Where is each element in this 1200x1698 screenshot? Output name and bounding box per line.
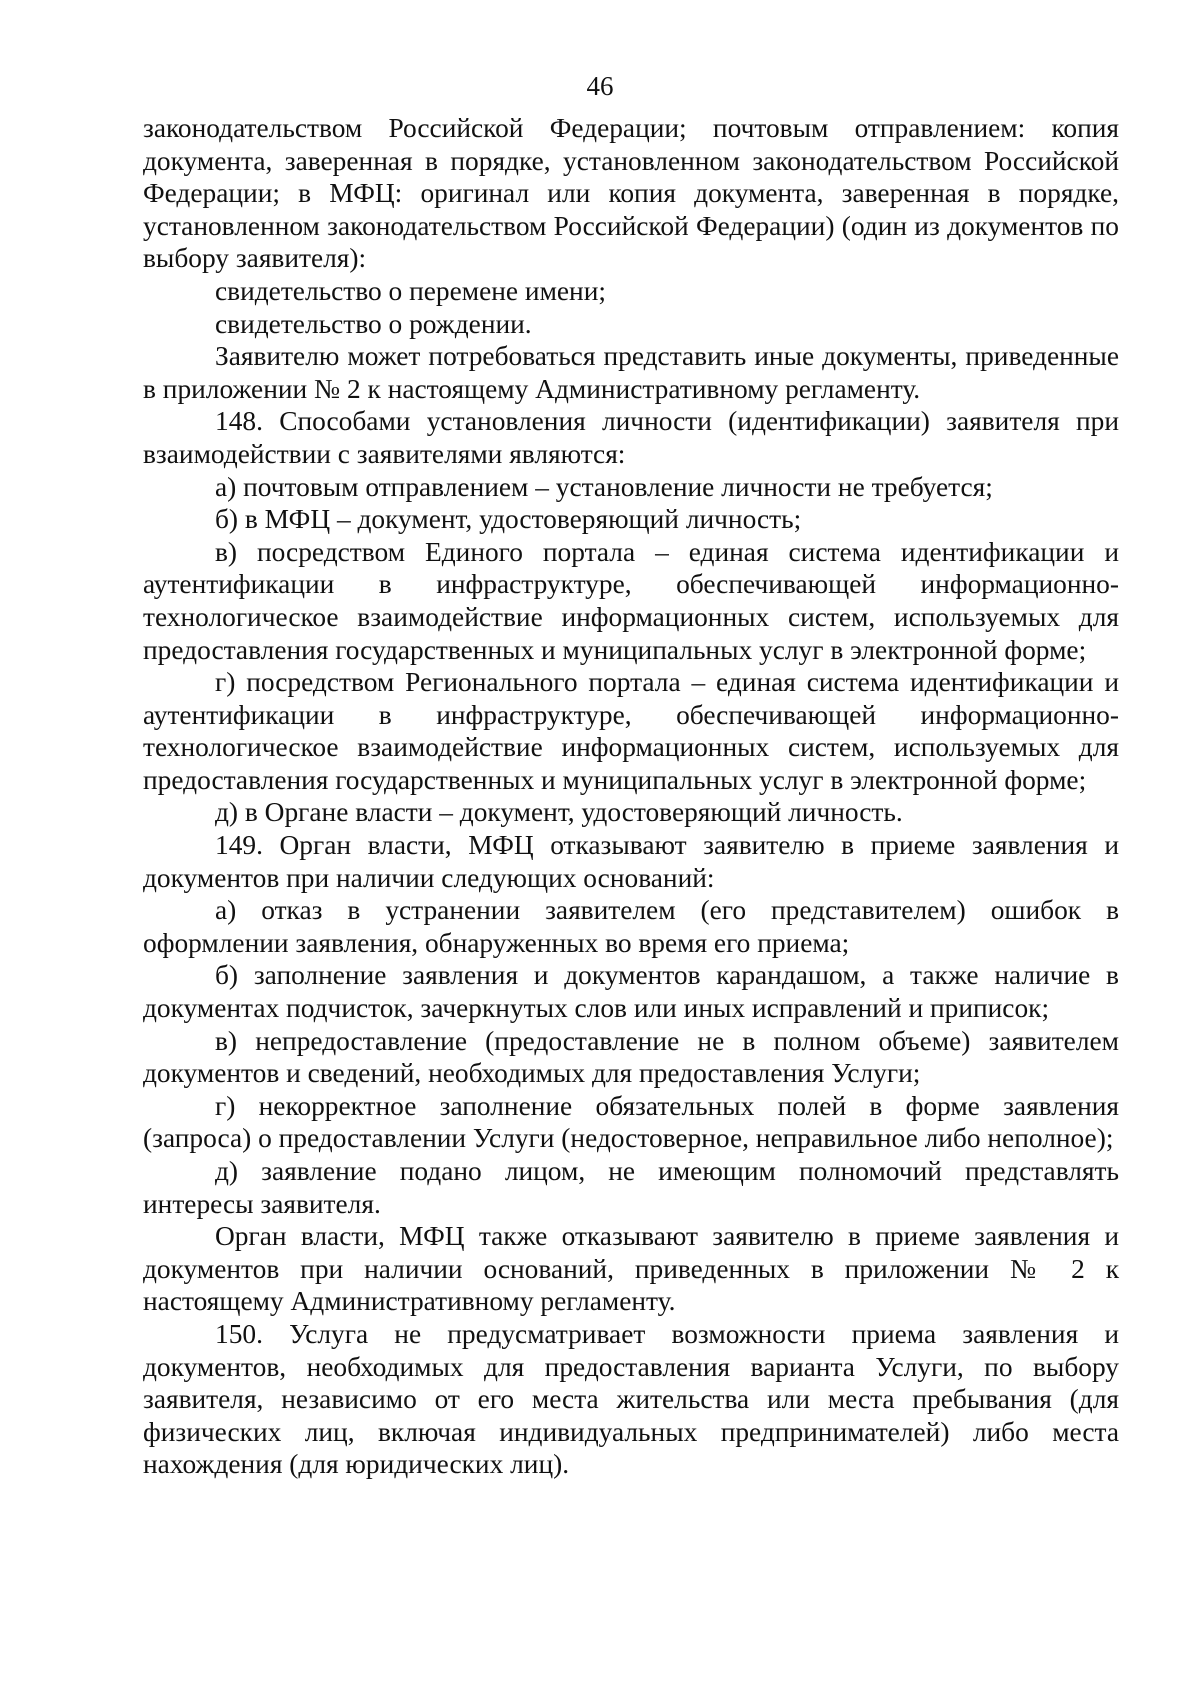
clause-149: 149. Орган власти, МФЦ отказывают заявителю в приеме заявления и документов при наличии следующих оснований: xyxy=(143,830,1119,893)
clause-149-item-b: б) заполнение заявления и документов карандашом, а также наличие в документах подчисток, зачеркнутых слов или иных исправлений и приписок; xyxy=(143,960,1119,1024)
clause-148-item-g: г) посредством Регионального портала – единая система идентификации и аутентификации в инфраструктуре, обеспечивающей информационно-технологическое взаимодействие информационных систем, используемых для предоставления государственных и муниципальных услуг в электронной форме; xyxy=(143,667,1119,795)
clause-148-item-b: б) в МФЦ – документ, удостоверяющий личность; xyxy=(215,504,802,535)
clause-148-item-v: в) посредством Единого портала – единая система идентификации и аутентификации в инфраструктуре, обеспечивающей информационно-технологическое взаимодействие информационных систем, используемых для предоставления государственных и муниципальных услуг в электронной форме; xyxy=(143,536,1119,665)
clause-148: 148. Способами установления личности (идентификации) заявителя при взаимодействии с заявителями являются: xyxy=(143,406,1119,469)
paragraph-additional-refusal: Орган власти, МФЦ также отказывают заявителю в приеме заявления и документов при наличии оснований, приведенных в приложении № 2 к настоящему Административному регламенту. xyxy=(143,1221,1119,1317)
paragraph-continuation: законодательством Российской Федерации; почтовым отправлением: копия документа, заверенная в порядке, установленном законодательством Российской Федерации; в МФЦ: оригинал или копия документа, заверенная в порядке, установленном законодательством Российской Федерации) (один из документов по выбору заявителя): xyxy=(143,113,1119,274)
list-item-birth-certificate: свидетельство о рождении. xyxy=(215,308,532,339)
document-body xyxy=(143,112,1119,1481)
page-number: 46 xyxy=(586,71,614,101)
paragraph-other-documents: Заявителю может потребоваться представить иные документы, приведенные в приложении № 2 к настоящему Административному регламенту. xyxy=(143,341,1119,404)
clause-149-item-d: д) заявление подано лицом, не имеющим полномочий представлять интересы заявителя. xyxy=(143,1156,1119,1219)
clause-149-item-g: г) некорректное заполнение обязательных полей в форме заявления (запроса) о предоставлении Услуги (недостоверное, неправильное либо неполное); xyxy=(143,1090,1119,1154)
clause-148-item-a: а) почтовым отправлением – установление личности не требуется; xyxy=(215,471,993,502)
clause-150: 150. Услуга не предусматривает возможности приема заявления и документов, необходимых для предоставления варианта Услуги, по выбору заявителя, независимо от его места жительства или места пребывания (для физических лиц, включая индивидуальных предпринимателей) либо места нахождения (для юридических лиц). xyxy=(143,1318,1119,1480)
clause-148-item-d: д) в Органе власти – документ, удостоверяющий личность. xyxy=(215,797,903,828)
list-item-name-change-certificate: свидетельство о перемене имени; xyxy=(215,275,606,306)
clause-149-item-v: в) непредоставление (предоставление не в полном объеме) заявителем документов и сведений, необходимых для предоставления Услуги; xyxy=(143,1025,1119,1089)
clause-149-item-a: а) отказ в устранении заявителем (его представителем) ошибок в оформлении заявления, обнаруженных во время его приема; xyxy=(143,895,1119,958)
